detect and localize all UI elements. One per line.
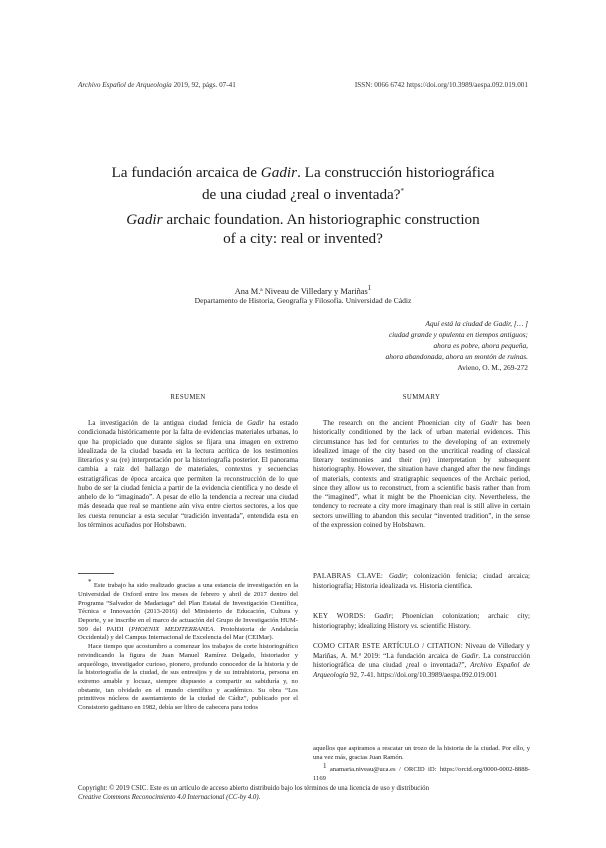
footnote-funding: * Este trabajo ha sido realizado gracias a una estancia de investigación en la Universidad de Oxford entre los meses de febrero y abril de 2017 dentro del Programa “Salvador de Madariaga” del Plan Estatal de Investigación Científica, Técnica e Innovación (2013-2016) del Ministerio de Educación, Cultura y Deporte, y se inscribe en el marco de actuación del Grupo de Investigación HUM-509 del PAIDI (PHOENIX MEDITERRANEA. Protohistoria de Andalucía Occidental) y del Campus Internacional de Excelencia del Mar (CEIMar). — [78, 578, 298, 642]
header-citation: 2019, 92, págs. 07-41 — [173, 81, 236, 89]
footnote-block — [78, 578, 298, 713]
epigraph — [386, 318, 528, 373]
author-affiliation: Departamento de Historia, Geografía y Filosofía. Universidad de Cádiz — [194, 296, 412, 305]
copyright-notice — [78, 784, 530, 803]
running-header-issn-doi[interactable]: ISSN: 0066 6742 https://doi.org/10.3989/aespa.092.019.001 — [354, 81, 528, 89]
title-english — [60, 210, 546, 248]
footnote-dedication-end: aquellos que aspiramos a rescatar un trozo de la historia de la ciudad. Por ello, y una vez más, gracias Juan Ramón. — [313, 745, 530, 761]
author-footnote-mark[interactable]: 1 — [367, 284, 372, 292]
summary-text: The research on the ancient Phoenician city of Gadir has been historically conditioned by the lack of urban material evidences. This circumstance has led for centuries to the developing of an extremely idealized image of the city based on the uncritical reading of classical literary testimonies and their (re) interpretation by subsequent historiography. However, the situation have changed after the new findings of materials, contexts and stratigraphic sequences of the Archaic period, since they allow us to reconstruct, from a scientific basis rather than from the “imagined”, what it might be the Phoenician city. Nevertheless, the tendency to recreate a city more imaginary than real is still alive in certain sectors unwilling to abandon this secular “invented tradition”, in the sense of the expression coined by Hobsbawn. — [313, 419, 530, 529]
keywords-english: KEY WORDS: Gadir; Phoenician colonization; archaic city; historiography; idealizing History vs. scientific History. — [313, 612, 530, 630]
footnote-dedication: Hace tiempo que acostumbro a comenzar los trabajos de corte historiográfico reivindicando la figura de Juan Manuel Ramírez Delgado, historiador y arqueólogo, investigador curioso, pionero, profundo conocedor de la historia y de la historiografía de la ciudad, de sus entresijos y de su intrahistoria, persona en extremo amable y locuaz, siempre dispuesto a compartir su sabiduría y, no obstante, tan olvidado en el mundo científico y académico. Su obra “Los primitivos núcleos de asentamiento de la ciudad de Cádiz”, publicado por el Consistorio gaditano en 1982, debía ser libro de cabecera para todos — [78, 643, 298, 712]
footnote-divider — [78, 573, 114, 574]
footnote-continuation — [313, 745, 530, 784]
title-english-line-2: of a city: real or invented? — [223, 230, 383, 247]
summary-heading: SUMMARY — [402, 394, 441, 401]
epigraph-source: Avieno, O. M., 269-272 — [457, 363, 528, 372]
citation-block: COMO CITAR ESTE ARTÍCULO / CITATION: Niveau de Villedary y Mariñas, A. M.ª 2019: “La fundación arcaica de Gadir. La construcción historiográfica de una ciudad ¿real o inventada?”, Archivo Español de Arqueología 92, 7-41. https://doi.org/10.3989/aespa.092.019.001 — [313, 642, 530, 679]
resumen-heading: RESUMEN — [170, 394, 206, 401]
keywords-spanish: PALABRAS CLAVE: Gadir; colonización fenicia; ciudad arcaica; historiografía; Historia idealizada vs. Historia científica. — [313, 572, 530, 590]
epigraph-line: ahora abandonada, ahora un montón de ruinas. — [385, 352, 528, 361]
resumen-text: La investigación de la antigua ciudad fenicia de Gadir ha estado condicionada históricamente por la falta de evidencias materiales urbanas, lo que ha propiciado que durante siglos se fijara una imagen en extremo idealizada de la ciudad basada en la lectura acrítica de los testimonios literarios y su (re) interpretación por la historiografía posterior. El panorama cambia a raíz del hallazgo de materiales, contextos y secuencias estratigráficas de época arcaica que permiten la reconstrucción de lo que hubo de ser la ciudad fenicia a partir de la evidencia científica y no desde el anhelo de lo “imaginado”. A pesar de ello la tendencia a recrear una ciudad más deseada que real se mantiene aún viva entre ciertos sectores, a los que les cuesta renunciar a esta secular “tradición inventada”, entendida esta en los términos acuñados por Hobsbawn. — [78, 419, 298, 529]
footnote-orcid: $^1$ anamaria.niveau@uca.es / ORCID iD: https://orcid.org/0000-0002-8888-1169 — [313, 762, 530, 783]
title-spanish-line-2: de una ciudad ¿real o inventada?* — [201, 186, 405, 204]
title-spanish-line-1: La fundación arcaica de Gadir. La construcción historiográfica — [111, 164, 495, 181]
copyright-license[interactable]: Creative Commons Reconocimiento 4.0 Internacional (CC-by 4.0). — [78, 794, 261, 802]
title-footnote-mark[interactable]: * — [400, 187, 405, 195]
title-spanish — [60, 163, 546, 204]
author-name: Ana M.ª Niveau de Villedary y Mariñas$^1$ — [234, 284, 372, 296]
epigraph-line: ciudad grande y opulenta en tiempos antiguos; — [388, 330, 528, 339]
epigraph-line: Aquí está la ciudad de Gadir, [… ] — [425, 319, 528, 328]
running-header-journal: Archivo Español de Arqueología 2019, 92, págs. 07-41 — [78, 81, 236, 89]
epigraph-line: ahora es pobre, ahora pequeña, — [433, 341, 528, 350]
copyright-line-1: Copyright: © 2019 CSIC. Este es un artículo de acceso abierto distribuido bajo los términos de una licencia de uso y distribución — [78, 785, 429, 792]
title-english-line-1: Gadir archaic foundation. An historiographic construction — [126, 211, 480, 228]
